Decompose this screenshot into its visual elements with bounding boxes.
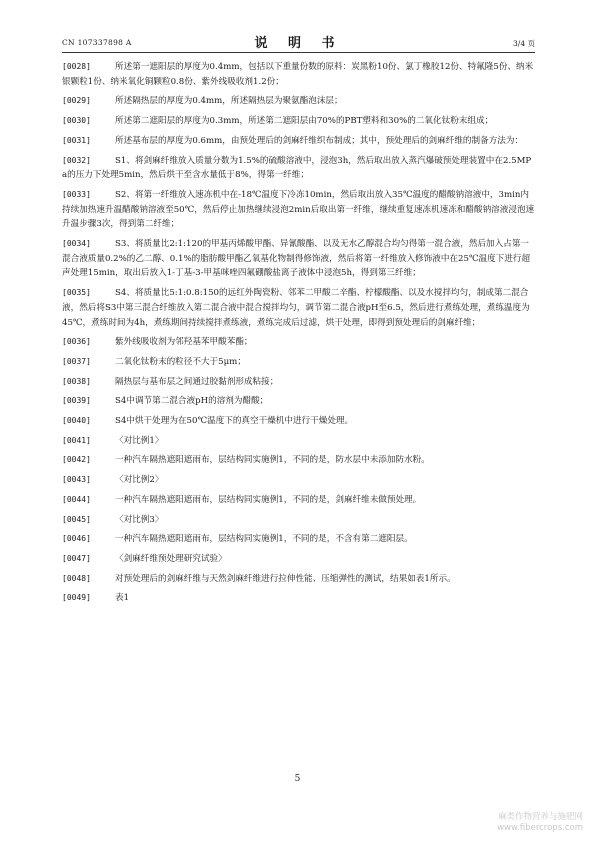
- paragraph-number: [0045]: [62, 514, 91, 524]
- paragraph: [62, 572, 535, 587]
- paragraph-text: S4、将质量比5:1:0.8:150的远红外陶瓷粉、邻苯二甲酸二辛酯、柠檬酸酯、以及水搅拌均匀，制成第二混合液，然后将S3中第三混合纤维放入第二混合液中混合搅拌均匀，调节第二混合液pH至6.5，然后进行煮练处理，煮练温度为45℃，煮练时间为4h，煮练期间持续搅拌煮练液，煮练完成后过滤，烘干处理，即得到预处理后的剑麻纤维；: [62, 288, 530, 328]
- paragraph: [62, 237, 535, 281]
- paragraph-text: 〈对比例3〉: [115, 514, 164, 525]
- patent-number: CN 107337898 A: [62, 38, 132, 47]
- paragraph-number: [0039]: [62, 396, 91, 406]
- paragraph: [62, 434, 535, 449]
- paragraph-number: [0047]: [62, 553, 91, 563]
- paragraph-text: 一种汽车隔热遮阳遮雨布，层结构同实施例1，不同的是，剑麻纤维未做预处理。: [115, 494, 422, 505]
- paragraph-text: 隔热层与基布层之间通过胶黏剂形成粘接；: [115, 376, 279, 387]
- paragraph-number: [0041]: [62, 435, 91, 445]
- paragraph: [62, 414, 535, 429]
- paragraph: [62, 375, 535, 390]
- paragraph-text: 〈对比例2〉: [115, 475, 164, 486]
- page-header: [62, 32, 535, 52]
- paragraph-text: 所述第二遮阳层的厚度为0.3mm，所述第二遮阳层由70%的PBT塑料和30%的二氧化钛粉末组成；: [115, 116, 494, 127]
- paragraph-number: [0033]: [62, 189, 91, 199]
- paragraph-text: 一种汽车隔热遮阳遮雨布，层结构同实施例1，不同的是，不含有第二遮阳层。: [115, 534, 413, 545]
- paragraph-number: [0042]: [62, 455, 91, 465]
- page-label: 3/4 页: [513, 39, 535, 48]
- paragraph: [62, 493, 535, 508]
- paragraph-text: 一种汽车隔热遮阳遮雨布，层结构同实施例1，不同的是，防水层中未添加防水粉。: [115, 455, 430, 466]
- paragraph: [62, 355, 535, 370]
- paragraph: [62, 532, 535, 547]
- paragraph-number: [0031]: [62, 135, 91, 145]
- paragraph: [62, 453, 535, 468]
- paragraph-number: [0043]: [62, 475, 91, 485]
- paragraph: [62, 335, 535, 350]
- paragraph-number: [0035]: [62, 288, 91, 298]
- document-body: [62, 60, 535, 611]
- paragraph-text: 〈剑麻纤维预处理研究试验〉: [115, 553, 227, 564]
- site-watermark: [497, 812, 583, 834]
- paragraph-text: S4中调节第二混合液pH的溶剂为醋酸；: [115, 396, 269, 407]
- paragraph-number: [0044]: [62, 494, 91, 504]
- paragraph-text: 紫外线吸收剂为邻羟基苯甲酸苯酯；: [115, 337, 253, 348]
- page-number: 5: [294, 774, 301, 784]
- paragraph-text: 所述第一遮阳层的厚度为0.4mm，包括以下重量份数的原料：炭黑粉10份、氯丁橡胶12份、特氟隆5份、纳米银颗粒1份、纳米氧化铜颗粒0.8份、紫外线吸收剂1.2份；: [62, 62, 534, 87]
- watermark-url: www.fibercrops.com: [497, 823, 583, 833]
- paragraph-text: 对预处理后的剑麻纤维与天然剑麻纤维进行拉伸性能、压缩弹性的测试，结果如表1所示。: [115, 573, 456, 584]
- paragraph-text: 所述基布层的厚度为0.6mm，由预处理后的剑麻纤维织布制成；其中，预处理后的剑麻纤维的制备方法为：: [115, 135, 524, 146]
- paragraph-text: 所述隔热层的厚度为0.4mm，所述隔热层为聚氨酯泡沫层；: [115, 96, 343, 107]
- paragraph: [62, 513, 535, 528]
- paragraph-number: [0034]: [62, 239, 91, 249]
- paragraph-text: S1、将剑麻纤维放入质量分数为1.5%的硫酸溶液中，浸泡3h，然后取出放入蒸汽爆破预处理装置中在2.5MPa的压力下处理5min，然后烘干至含水量低于8%，得第一纤维；: [62, 155, 532, 181]
- paragraph-number: [0037]: [62, 356, 91, 366]
- paragraph-number: [0040]: [62, 416, 91, 426]
- paragraph-text: 〈对比例1〉: [115, 435, 164, 446]
- paragraph-number: [0030]: [62, 116, 91, 126]
- paragraph: [62, 94, 535, 109]
- paragraph-number: [0048]: [62, 573, 91, 583]
- paragraph: [62, 154, 535, 183]
- paragraph: [62, 591, 535, 606]
- paragraph: [62, 286, 535, 330]
- paragraph-number: [0028]: [62, 62, 91, 71]
- watermark-title: 麻类作物营养与施肥网: [497, 812, 583, 822]
- paragraph-number: [0038]: [62, 376, 91, 386]
- paragraph: [62, 394, 535, 409]
- paragraph-number: [0049]: [62, 593, 91, 603]
- paragraph-text: S4中烘干处理为在50℃温度下的真空干燥机中进行干燥处理。: [115, 416, 354, 427]
- paragraph-text: S3、将质量比2:1:120的甲基丙烯酸甲酯、异氰酸酯、以及无水乙醇混合均匀得第一混合液，然后加入占第一混合液质量0.2%的乙二醇、0.1%的脂肪酸甲酯乙氧基化物制得修饰液，然后将第一纤维放入修饰液中在25℃温度下进行超声处理15min，取出后放入1-丁基-3-甲基咪唑四氟硼酸盐离子液体中浸泡5h，得到第三纤维；: [62, 239, 531, 279]
- paragraph-number: [0046]: [62, 534, 91, 544]
- paragraph: [62, 552, 535, 567]
- paragraph: [62, 134, 535, 149]
- paragraph-text: 表1: [115, 593, 130, 604]
- paragraph-number: [0029]: [62, 96, 91, 106]
- paragraph: [62, 188, 535, 232]
- paragraph: [62, 473, 535, 488]
- paragraph: [62, 114, 535, 129]
- header-divider: [62, 52, 535, 53]
- paragraph-number: [0036]: [62, 337, 91, 347]
- paragraph-text: S2、将第一纤维放入速冻机中在-18℃温度下冷冻10min，然后取出放入35℃温度的醋酸钠溶液中，3min内持续加热速升温醋酸钠溶液至50℃，然后停止加热继续浸泡2min后取出第一纤维，继续重复速冻机速冻和醋酸钠溶液浸泡速升温步骤3次，得到第二纤维；: [62, 189, 535, 230]
- paragraph-number: [0032]: [62, 155, 91, 165]
- paragraph: [62, 60, 535, 89]
- paragraph-text: 二氧化钛粉末的粒径不大于5μm；: [115, 356, 246, 367]
- document-title: 说 明 书: [254, 36, 343, 51]
